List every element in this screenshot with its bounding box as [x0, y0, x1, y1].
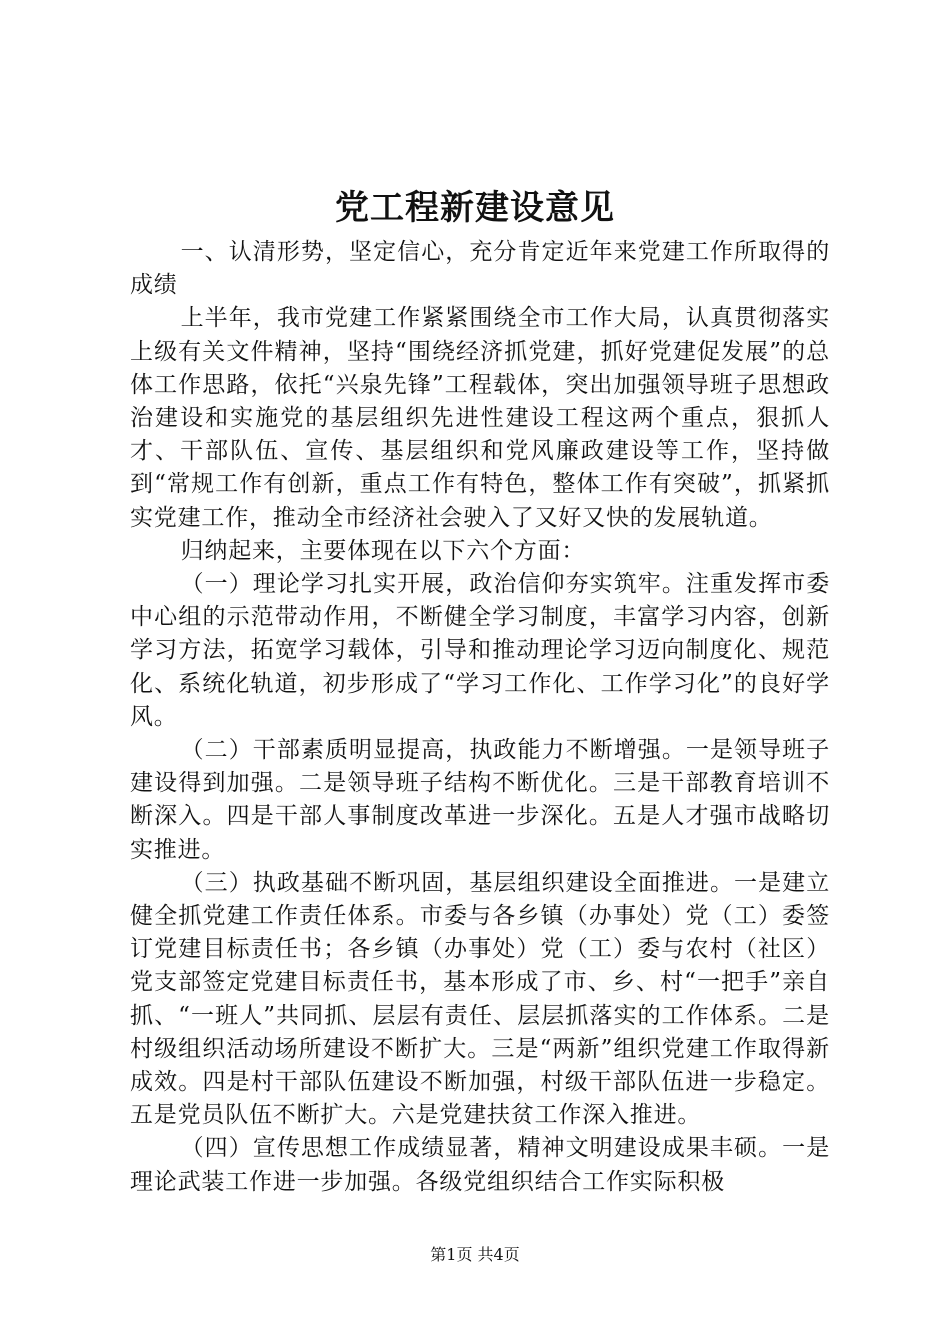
paragraph-overview: 上半年，我市党建工作紧紧围绕全市工作大局，认真贯彻落实上级有关文件精神，坚持“围绕经济抓党建，抓好党建促发展”的总体工作思路，依托“兴泉先锋”工程载体，突出加强领导班子思想政治建设和实施党的基层组织先进性建设工程这两个重点，狠抓人才、干部队伍、宣传、基层组织和党风廉政建设等工作，坚持做到“常规工作有创新，重点工作有特色，整体工作有突破”，抓紧抓实党建工作，推动全市经济社会驶入了又好又快的发展轨道。 [130, 305, 830, 531]
page-number: 第1页 共4页 [430, 1245, 520, 1264]
document-body [130, 236, 830, 1199]
paragraph-item-3: （三）执政基础不断巩固，基层组织建设全面推进。一是建立健全抓党建工作责任体系。市委与各乡镇（办事处）党（工）委签订党建目标责任书；各乡镇（办事处）党（工）委与农村（社区）党支部签定党建目标责任书，基本形成了市、乡、村“一把手”亲自抓、“一班人”共同抓、层层有责任、层层抓落实的工作体系。二是村级组织活动场所建设不断扩大。三是“两新”组织党建工作取得新成效。四是村干部队伍建设不断加强，村级干部队伍进一步稳定。五是党员队伍不断扩大。六是党建扶贫工作深入推进。 [130, 869, 830, 1129]
paragraph-section-heading: 一、认清形势，坚定信心，充分肯定近年来党建工作所取得的成绩 [130, 239, 830, 299]
paragraph-item-4: （四）宣传思想工作成绩显著，精神文明建设成果丰硕。一是理论武装工作进一步加强。各级党组织结合工作实际积极 [130, 1135, 830, 1195]
paragraph-item-2: （二）干部素质明显提高，执政能力不断增强。一是领导班子建设得到加强。二是领导班子结构不断优化。三是干部教育培训不断深入。四是干部人事制度改革进一步深化。五是人才强市战略切实推进。 [130, 737, 830, 863]
document-title: 党工程新建设意见 [335, 188, 615, 228]
paragraph-summary-intro: 归纳起来，主要体现在以下六个方面： [180, 537, 586, 564]
paragraph-item-1: （一）理论学习扎实开展，政治信仰夯实筑牢。注重发挥市委中心组的示范带动作用，不断健全学习制度，丰富学习内容，创新学习方法，拓宽学习载体，引导和推动理论学习迈向制度化、规范化、系统化轨道，初步形成了“学习工作化、工作学习化”的良好学风。 [130, 571, 830, 730]
